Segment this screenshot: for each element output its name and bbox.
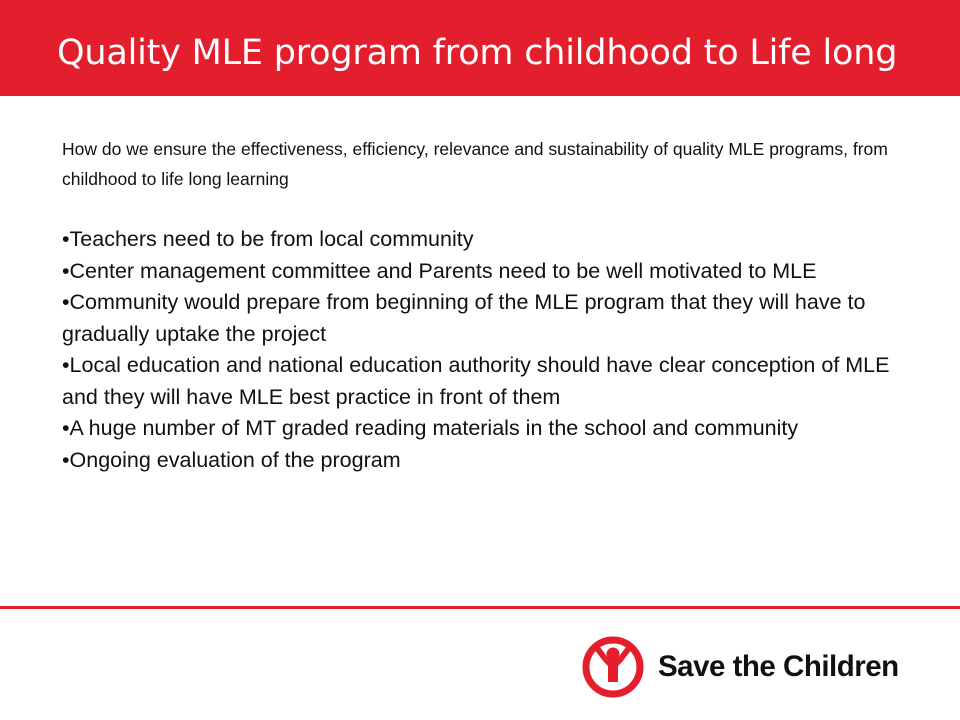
- save-the-children-logo: [582, 622, 899, 712]
- header-bar: [0, 0, 960, 96]
- list-item: •Center management committee and Parents need to be well motivated to MLE: [62, 258, 817, 283]
- list-item: •Ongoing evaluation of the program: [62, 447, 401, 472]
- child-raising-arms-icon: [582, 636, 644, 698]
- list-item: •A huge number of MT graded reading materials in the school and community: [62, 416, 799, 440]
- footer-divider: [0, 606, 960, 609]
- list-item: •Community would prepare from beginning of the MLE program that they will have to gradually uptake the project: [62, 290, 866, 346]
- page-title: Quality MLE program from childhood to Life long: [57, 33, 898, 73]
- intro-paragraph: How do we ensure the effectiveness, efficiency, relevance and sustainability of quality MLE programs, from childhood to life long learning: [62, 139, 888, 189]
- logo-text: Save the Children: [658, 650, 899, 683]
- list-item: •Local education and national education authority should have clear conception of MLE and they will have MLE best practice in front of them: [62, 353, 890, 409]
- bullet-list: [62, 224, 930, 476]
- list-item: •Teachers need to be from local community: [62, 227, 474, 251]
